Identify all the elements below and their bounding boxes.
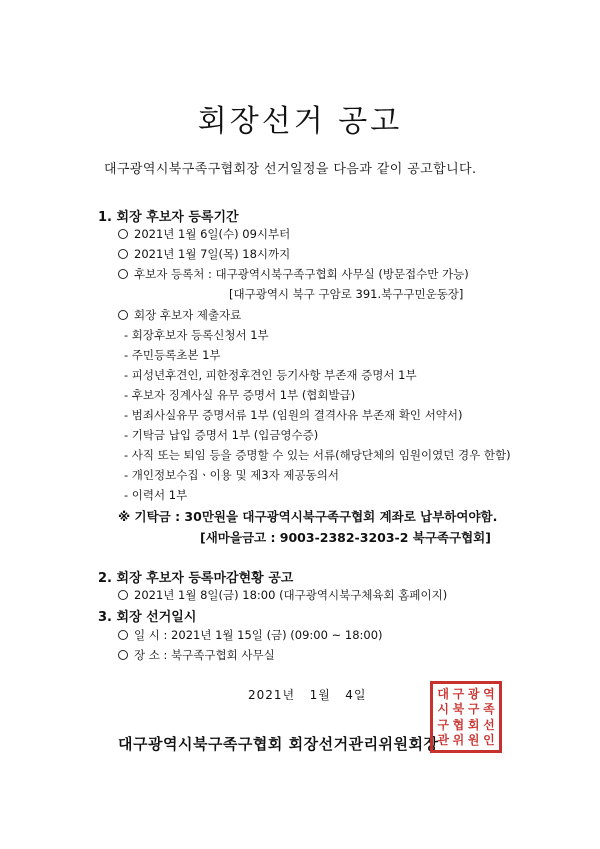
document-item: - 범죄사실유무 증명서류 1부 (임원의 결격사유 부존재 확인 서약서)	[124, 408, 463, 422]
list-item	[118, 587, 447, 603]
documents-heading-text: 회장 후보자 제출자료	[134, 308, 242, 322]
seal-glyph: 광	[467, 687, 480, 702]
seal-glyph: 역	[483, 687, 495, 702]
seal-glyph: 선	[483, 717, 495, 732]
seal-glyph: 협	[452, 717, 465, 732]
seal-glyph: 원	[467, 732, 480, 747]
circle-bullet-icon	[118, 249, 128, 259]
document-item: - 이력서 1부	[124, 488, 188, 502]
section-3-heading: 3. 회장 선거일시	[98, 610, 197, 625]
section-2-heading: 2. 회장 후보자 등록마감현황 공고	[98, 571, 294, 586]
document-item: - 주민등록초본 1부	[124, 348, 221, 362]
seal-glyph: 시	[437, 702, 449, 717]
seal-glyph: 인	[483, 732, 495, 747]
document-item: - 사직 또는 퇴임 등을 증명할 수 있는 서류(해당단체의 임원이였던 경우 한함)	[124, 448, 511, 462]
document-item: - 피성년후견인, 피한정후견인 등기사항 부존재 증명서 1부	[124, 368, 417, 382]
bank-account: [새마을금고 : 9003-2382-3203-2 북구족구협회]	[200, 530, 491, 545]
page-title: 회장선거 공고	[197, 104, 403, 139]
circle-bullet-icon	[118, 590, 128, 600]
official-seal	[430, 681, 502, 753]
seal-glyph: 북	[452, 702, 465, 717]
list-item-text: 2021년 1월 7일(목) 18시까지	[134, 247, 291, 261]
list-item-text: 2021년 1월 6일(수) 09시부터	[134, 227, 291, 241]
address-text: [대구광역시 북구 구암로 391.북구구민운동장]	[229, 287, 464, 301]
document-item: - 기탁금 납입 증명서 1부 (입금영수증)	[124, 428, 319, 442]
seal-glyph: 족	[483, 702, 495, 717]
list-item-text: 일 시 : 2021년 1월 15일 (금) (09:00 ~ 18:00)	[134, 628, 383, 642]
document-item: - 회장후보자 등록신청서 1부	[124, 328, 269, 342]
seal-glyph: 관	[437, 732, 449, 747]
circle-bullet-icon	[118, 229, 128, 239]
documents-heading	[118, 307, 241, 323]
list-item-text: 2021년 1월 8일(금) 18:00 (대구광역시북구체육회 홈페이지)	[134, 588, 448, 602]
seal-glyph: 회	[467, 717, 480, 732]
document-item: - 후보자 징계사실 유무 증명서 1부 (협회발급)	[124, 388, 356, 402]
issuer-name: 대구광역시북구족구협회 회장선거관리위원회장	[118, 735, 439, 753]
section-1-heading: 1. 회장 후보자 등록기간	[98, 210, 239, 225]
circle-bullet-icon	[118, 630, 128, 640]
list-item	[118, 647, 275, 663]
list-item-text: 후보자 등록처 : 대구광역시북구족구협회 사무실 (방문접수만 가능)	[134, 267, 469, 281]
document-item: - 개인정보수집ㆍ이용 및 제3자 제공동의서	[124, 468, 339, 482]
seal-glyph: 구	[467, 702, 480, 717]
list-item	[118, 246, 290, 262]
intro-text: 대구광역시북구족구협회장 선거일정을 다음과 같이 공고합니다.	[104, 162, 477, 177]
notice-date: 2021년 1월 4일	[248, 688, 367, 702]
circle-bullet-icon	[118, 269, 128, 279]
seal-glyph: 대	[437, 687, 449, 702]
seal-glyph: 위	[452, 732, 465, 747]
list-item	[118, 226, 290, 242]
circle-bullet-icon	[118, 310, 128, 320]
list-item	[118, 266, 469, 282]
deposit-note: ※ 기탁금 : 30만원을 대구광역시북구족구협회 계좌로 납부하여야함.	[118, 509, 498, 524]
list-item-text: 장 소 : 북구족구협회 사무실	[134, 648, 275, 662]
seal-glyph: 구	[452, 687, 465, 702]
circle-bullet-icon	[118, 650, 128, 660]
list-item	[118, 627, 383, 643]
seal-glyph: 구	[437, 717, 449, 732]
